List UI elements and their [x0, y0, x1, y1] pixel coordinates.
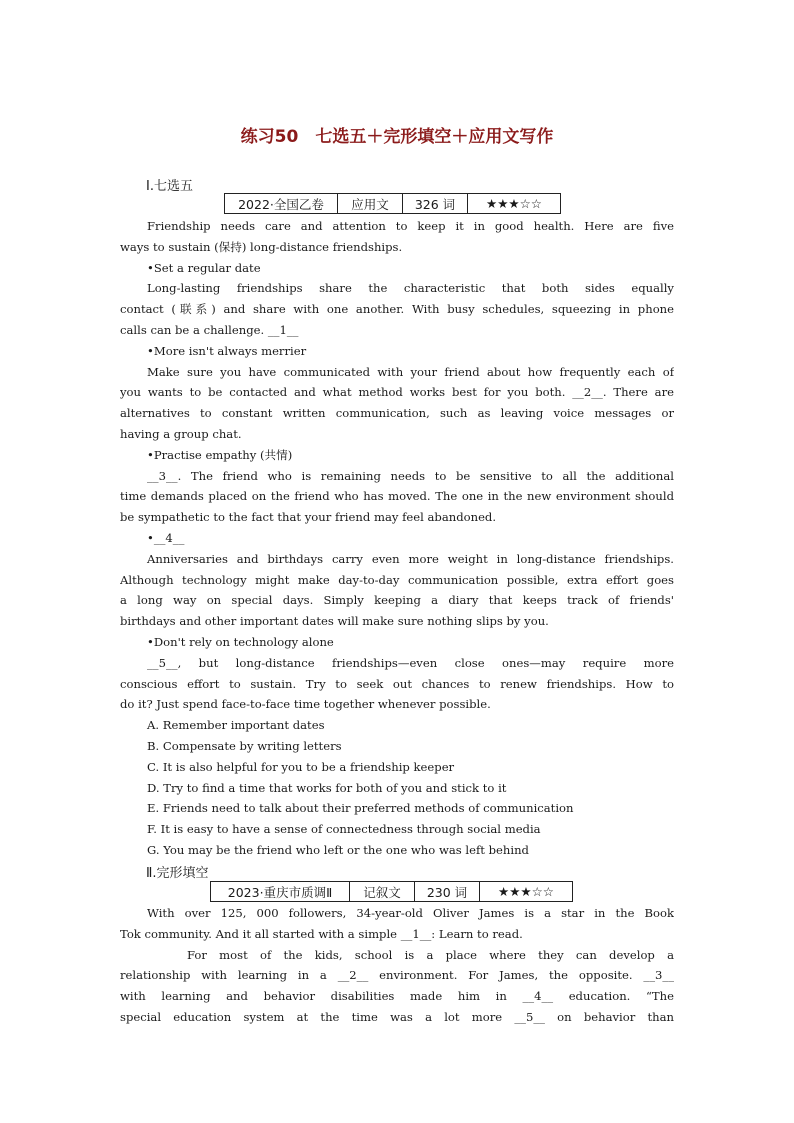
info-difficulty: ★★★☆☆ [468, 194, 561, 214]
info-table-1 [224, 193, 561, 214]
passage-line: be sympathetic to the fact that your friend may feel abandoned. [120, 510, 497, 525]
info-source: 2023·重庆市质调Ⅱ [211, 882, 350, 902]
subheading: •__4__ [147, 530, 185, 545]
passage-line: Make sure you have communicated with your friend about how frequently each of [147, 364, 674, 379]
passage-line: do it? Just spend face-to-face time together whenever possible. [120, 697, 491, 712]
passage-line: conscious effort to sustain. Try to seek out chances to renew friendships. How to [120, 676, 674, 691]
info-wordcount: 230 词 [415, 882, 480, 902]
subheading: •Don't rely on technology alone [147, 634, 334, 649]
passage-1 [120, 216, 674, 861]
option-f: F. It is easy to have a sense of connectedness through social media [147, 822, 541, 837]
passage-line: calls can be a challenge. __1__ [120, 322, 299, 337]
passage-line: birthdays and other important dates will make sure nothing slips by you. [120, 614, 549, 629]
option-b: B. Compensate by writing letters [147, 738, 342, 753]
option-a: A. Remember important dates [147, 718, 325, 733]
passage-line: relationship with learning in a __2__ environment. For James, the opposite. __3__ [120, 968, 674, 983]
passage-line: having a group chat. [120, 426, 242, 441]
section-heading-2: Ⅱ.完形填空 [146, 866, 209, 881]
passage-line: Friendship needs care and attention to keep it in good health. Here are five [147, 219, 674, 233]
option-c: C. It is also helpful for you to be a friendship keeper [147, 759, 455, 774]
passage-line: Tok community. And it all started with a simple __1__: Learn to read. [120, 926, 523, 941]
passage-line: With over 125, 000 followers, 34-year-old Oliver James is a star in the Book [147, 906, 674, 920]
passage-line: alternatives to constant written communication, such as leaving voice messages or [120, 406, 674, 421]
passage-line: you wants to be contacted and what method works best for you both. __2__. There are [120, 385, 674, 400]
passage-line: Although technology might make day-to-day communication possible, extra effort goes [120, 572, 674, 587]
passage-line: special education system at the time was a lot more __5__ on behavior than [120, 1009, 674, 1024]
passage-line: ways to sustain (保持) long-distance friendships. [120, 239, 403, 254]
passage-line: __3__. The friend who is remaining needs to be sensitive to all the additional [147, 468, 674, 483]
passage-line: Long-lasting friendships share the characteristic that both sides equally [147, 281, 674, 296]
subheading: •Set a regular date [147, 260, 261, 275]
info-table-2 [210, 881, 573, 902]
passage-2 [120, 903, 674, 1028]
passage-line: Anniversaries and birthdays carry even more weight in long-distance friendships. [147, 551, 674, 566]
page-title: 练习50 七选五＋完形填空＋应用文写作 [240, 127, 554, 147]
subheading: •More isn't always merrier [147, 343, 307, 358]
info-source: 2022·全国乙卷 [225, 194, 338, 214]
info-wordcount: 326 词 [403, 194, 468, 214]
section-heading-1: Ⅰ.七选五 [146, 179, 193, 194]
option-d: D. Try to find a time that works for both of you and stick to it [147, 780, 507, 795]
option-e: E. Friends need to talk about their preferred methods of communication [147, 801, 574, 816]
subheading: •Practise empathy (共情) [147, 447, 293, 462]
info-genre: 记叙文 [350, 882, 415, 902]
passage-line: a long way on special days. Simply keeping a diary that keeps track of friends' [120, 593, 674, 608]
info-difficulty: ★★★☆☆ [480, 882, 573, 902]
passage-line: contact (联系) and share with one another. With busy schedules, squeezing in phone [120, 302, 674, 317]
option-g: G. You may be the friend who left or the one who was left behind [147, 842, 529, 857]
info-genre: 应用文 [338, 194, 403, 214]
passage-line: with learning and behavior disabilities made him in __4__ education. “The [120, 989, 674, 1004]
passage-line: For most of the kids, school is a place where they can develop a [187, 947, 674, 962]
passage-line: time demands placed on the friend who has moved. The one in the new environment should [120, 489, 674, 504]
passage-line: __5__, but long-distance friendships—even close ones—may require more [147, 655, 674, 670]
